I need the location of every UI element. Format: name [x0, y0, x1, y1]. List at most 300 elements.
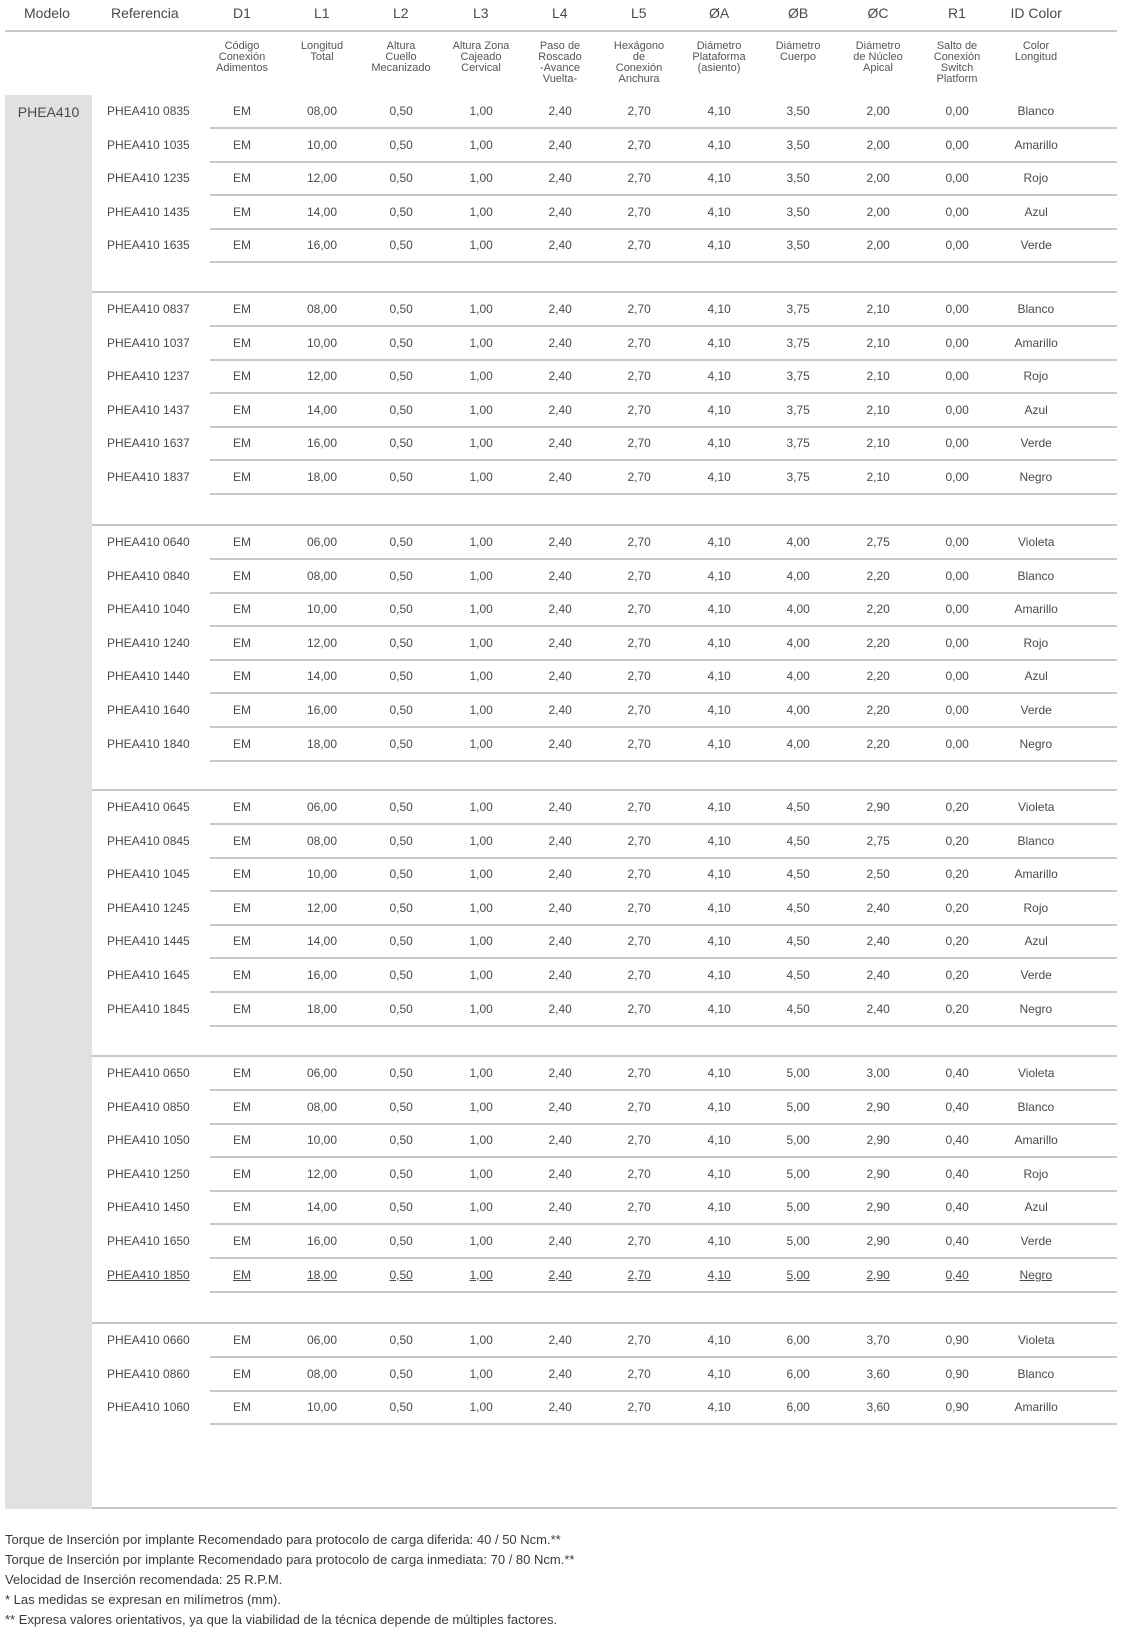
cell-ob: 3,50	[786, 137, 810, 152]
header-divider	[5, 30, 1117, 32]
cell-referencia: PHEA410 0840	[107, 568, 190, 583]
cell-l4: 2,40	[548, 1333, 572, 1347]
cell-l3: 1,00	[469, 867, 493, 882]
row-divider	[210, 1025, 1117, 1027]
cell-oc: 3,60	[866, 1366, 890, 1381]
cell-id: Blanco	[1017, 104, 1055, 118]
cell-ob: 3,75	[786, 369, 810, 384]
column-desc-l3: Altura Zona Cajeado Cervical	[452, 40, 510, 74]
cell-l2: 0,50	[389, 238, 413, 253]
column-header-l2: L2	[393, 5, 409, 21]
cell-id: Violeta	[1018, 535, 1055, 549]
cell-oa: 4,10	[707, 669, 731, 684]
cell-r1: 0,20	[945, 833, 969, 848]
cell-d1: EM	[233, 1333, 251, 1347]
cell-l2: 0,50	[389, 369, 413, 384]
cell-l1: 14,00	[307, 934, 338, 949]
cell-id: Negro	[1019, 470, 1053, 484]
cell-id: Verde	[1020, 436, 1052, 451]
cell-l4: 2,40	[548, 900, 572, 915]
column-header-row	[0, 0, 1122, 30]
cell-d1: EM	[233, 1166, 251, 1181]
table-row	[0, 925, 1122, 959]
cell-referencia: PHEA410 1450	[107, 1200, 190, 1215]
cell-id: Blanco	[1017, 1366, 1055, 1381]
cell-l1: 18,00	[307, 470, 338, 484]
cell-oa: 4,10	[707, 1333, 731, 1347]
cell-l2: 0,50	[389, 335, 413, 350]
column-header-l5: L5	[631, 5, 647, 21]
cell-ob: 4,50	[786, 968, 810, 982]
cell-d1: EM	[233, 1066, 251, 1080]
cell-l3: 1,00	[469, 833, 493, 848]
table-row	[0, 660, 1122, 694]
cell-l4: 2,40	[548, 669, 572, 684]
cell-l4: 2,40	[548, 736, 572, 751]
cell-referencia: PHEA410 1060	[107, 1400, 190, 1415]
cell-r1: 0,90	[945, 1333, 969, 1347]
cell-l1: 08,00	[307, 104, 338, 118]
cell-l4: 2,40	[548, 1166, 572, 1181]
cell-l1: 10,00	[307, 335, 338, 350]
table-row	[0, 1259, 1122, 1293]
cell-oc: 2,20	[866, 568, 890, 583]
column-header-oa: ØA	[709, 5, 730, 21]
cell-d1: EM	[233, 238, 251, 253]
cell-referencia: PHEA410 1845	[107, 1001, 190, 1016]
cell-r1: 0,40	[945, 1234, 969, 1248]
column-desc-d1: Código Conexión Adimentos	[216, 40, 268, 74]
cell-oa: 4,10	[707, 1001, 731, 1016]
cell-id: Azul	[1024, 934, 1048, 949]
cell-l1: 10,00	[307, 137, 338, 152]
cell-l4: 2,40	[548, 104, 572, 118]
cell-referencia: PHEA410 0640	[107, 535, 190, 549]
cell-id: Verde	[1020, 703, 1052, 717]
cell-oc: 2,00	[866, 171, 890, 186]
cell-l5: 2,70	[627, 171, 651, 186]
cell-ob: 4,00	[786, 703, 810, 717]
cell-referencia: PHEA410 1640	[107, 703, 190, 717]
cell-l3: 1,00	[469, 669, 493, 684]
table-row	[0, 791, 1122, 825]
table-row	[0, 1358, 1122, 1392]
cell-id: Amarillo	[1014, 335, 1058, 350]
cell-referencia: PHEA410 0837	[107, 302, 190, 316]
cell-l3: 1,00	[469, 602, 493, 617]
cell-l5: 2,70	[627, 635, 651, 650]
cell-l1: 14,00	[307, 1200, 338, 1215]
cell-ob: 4,50	[786, 900, 810, 915]
cell-l4: 2,40	[548, 171, 572, 186]
cell-l4: 2,40	[548, 602, 572, 617]
cell-oc: 2,00	[866, 238, 890, 253]
cell-oc: 2,20	[866, 635, 890, 650]
cell-l4: 2,40	[548, 1001, 572, 1016]
cell-l5: 2,70	[627, 137, 651, 152]
cell-l2: 0,50	[389, 436, 413, 451]
cell-l4: 2,40	[548, 470, 572, 484]
cell-l2: 0,50	[389, 669, 413, 684]
cell-l3: 1,00	[469, 1400, 493, 1415]
cell-l5: 2,70	[627, 369, 651, 384]
column-desc-id: Color Longitud	[1014, 40, 1058, 63]
cell-l4: 2,40	[548, 867, 572, 882]
cell-d1: EM	[233, 1099, 251, 1114]
table-row	[0, 327, 1122, 361]
row-divider	[210, 1291, 1117, 1293]
cell-l3: 1,00	[469, 968, 493, 982]
cell-l4: 2,40	[548, 1400, 572, 1415]
cell-l2: 0,50	[389, 470, 413, 484]
table-row	[0, 1225, 1122, 1259]
cell-oa: 4,10	[707, 1400, 731, 1415]
cell-oa: 4,10	[707, 602, 731, 617]
cell-oa: 4,10	[707, 104, 731, 118]
cell-l4: 2,40	[548, 1200, 572, 1215]
cell-l4: 2,40	[548, 369, 572, 384]
table-row	[0, 129, 1122, 163]
cell-l4: 2,40	[548, 1234, 572, 1248]
cell-oc: 2,20	[866, 736, 890, 751]
table-row	[0, 1091, 1122, 1125]
cell-d1: EM	[233, 204, 251, 219]
cell-l5: 2,70	[627, 900, 651, 915]
cell-ob: 4,50	[786, 800, 810, 814]
cell-d1: EM	[233, 335, 251, 350]
cell-d1: EM	[233, 1200, 251, 1215]
cell-l1: 10,00	[307, 1400, 338, 1415]
cell-l5: 2,70	[627, 703, 651, 717]
cell-l3: 1,00	[469, 1366, 493, 1381]
cell-oa: 4,10	[707, 436, 731, 451]
cell-l5: 2,70	[627, 1200, 651, 1215]
cell-ob: 5,00	[786, 1166, 810, 1181]
cell-l2: 0,50	[389, 137, 413, 152]
cell-oc: 2,40	[866, 1001, 890, 1016]
table-row	[0, 728, 1122, 762]
cell-r1: 0,00	[945, 470, 969, 484]
cell-l2: 0,50	[389, 104, 413, 118]
table-row	[0, 858, 1122, 892]
cell-r1: 0,00	[945, 104, 969, 118]
cell-referencia: PHEA410 1837	[107, 470, 190, 484]
cell-oa: 4,10	[707, 833, 731, 848]
cell-referencia: PHEA410 1040	[107, 602, 190, 617]
cell-id: Azul	[1024, 204, 1048, 219]
cell-ob: 3,50	[786, 204, 810, 219]
cell-l1: 16,00	[307, 238, 338, 253]
cell-referencia: PHEA410 0850	[107, 1099, 190, 1114]
cell-id: Blanco	[1017, 568, 1055, 583]
cell-l5: 2,70	[627, 470, 651, 484]
cell-l3: 1,00	[469, 1133, 493, 1148]
cell-l4: 2,40	[548, 1366, 572, 1381]
cell-l1: 08,00	[307, 568, 338, 583]
cell-ob: 5,00	[786, 1133, 810, 1148]
cell-l5: 2,70	[627, 104, 651, 118]
cell-l4: 2,40	[548, 1099, 572, 1114]
cell-oa: 4,10	[707, 568, 731, 583]
cell-l1: 14,00	[307, 204, 338, 219]
cell-d1: EM	[233, 833, 251, 848]
column-desc-l4: Paso de Roscado -Avance Vuelta-	[538, 40, 582, 85]
cell-oa: 4,10	[707, 1200, 731, 1215]
cell-r1: 0,00	[945, 137, 969, 152]
cell-d1: EM	[233, 900, 251, 915]
cell-oc: 2,90	[866, 1267, 890, 1282]
cell-l2: 0,50	[389, 900, 413, 915]
cell-l1: 16,00	[307, 703, 338, 717]
cell-oa: 4,10	[707, 302, 731, 316]
cell-oc: 2,40	[866, 934, 890, 949]
cell-r1: 0,00	[945, 204, 969, 219]
cell-oc: 2,75	[866, 833, 890, 848]
cell-l5: 2,70	[627, 1333, 651, 1347]
table-row	[0, 560, 1122, 594]
cell-ob: 4,50	[786, 833, 810, 848]
cell-ob: 4,00	[786, 602, 810, 617]
cell-referencia: PHEA410 0650	[107, 1066, 190, 1080]
cell-referencia: PHEA410 1645	[107, 968, 190, 982]
cell-referencia: PHEA410 1235	[107, 171, 190, 186]
note-line: Torque de Inserción por implante Recomendado para protocolo de carga diferida: 40 / 50 Ncm.**	[5, 1532, 561, 1547]
cell-referencia: PHEA410 1635	[107, 238, 190, 253]
table-row	[0, 1057, 1122, 1091]
column-desc-ob: Diámetro Cuerpo	[775, 40, 821, 63]
cell-l1: 08,00	[307, 1366, 338, 1381]
cell-id: Blanco	[1017, 302, 1055, 316]
cell-l3: 1,00	[469, 900, 493, 915]
cell-ob: 4,00	[786, 736, 810, 751]
cell-r1: 0,40	[945, 1066, 969, 1080]
cell-l5: 2,70	[627, 436, 651, 451]
cell-r1: 0,20	[945, 1001, 969, 1016]
cell-ob: 6,00	[786, 1400, 810, 1415]
cell-r1: 0,20	[945, 968, 969, 982]
cell-l5: 2,70	[627, 1066, 651, 1080]
cell-l2: 0,50	[389, 800, 413, 814]
cell-l3: 1,00	[469, 1099, 493, 1114]
cell-oa: 4,10	[707, 1133, 731, 1148]
cell-oa: 4,10	[707, 934, 731, 949]
cell-l2: 0,50	[389, 1133, 413, 1148]
cell-d1: EM	[233, 703, 251, 717]
cell-l2: 0,50	[389, 833, 413, 848]
cell-referencia: PHEA410 1037	[107, 335, 190, 350]
cell-l1: 06,00	[307, 1066, 338, 1080]
cell-l3: 1,00	[469, 800, 493, 814]
cell-l5: 2,70	[627, 1234, 651, 1248]
table-row	[0, 162, 1122, 196]
cell-oa: 4,10	[707, 968, 731, 982]
cell-d1: EM	[233, 635, 251, 650]
cell-l1: 12,00	[307, 171, 338, 186]
cell-oc: 2,20	[866, 602, 890, 617]
cell-l2: 0,50	[389, 635, 413, 650]
cell-oa: 4,10	[707, 1366, 731, 1381]
cell-l3: 1,00	[469, 470, 493, 484]
cell-r1: 0,00	[945, 402, 969, 417]
cell-id: Rojo	[1023, 171, 1049, 186]
cell-referencia: PHEA410 1050	[107, 1133, 190, 1148]
cell-l5: 2,70	[627, 302, 651, 316]
cell-l3: 1,00	[469, 436, 493, 451]
table-row	[0, 892, 1122, 926]
cell-ob: 3,75	[786, 436, 810, 451]
cell-ob: 3,75	[786, 335, 810, 350]
cell-d1: EM	[233, 436, 251, 451]
cell-referencia: PHEA410 1035	[107, 137, 190, 152]
cell-l2: 0,50	[389, 934, 413, 949]
cell-ob: 3,75	[786, 470, 810, 484]
cell-referencia: PHEA410 1237	[107, 369, 190, 384]
cell-l2: 0,50	[389, 867, 413, 882]
cell-d1: EM	[233, 1366, 251, 1381]
cell-r1: 0,40	[945, 1200, 969, 1215]
cell-oc: 2,50	[866, 867, 890, 882]
cell-l2: 0,50	[389, 1099, 413, 1114]
cell-l5: 2,70	[627, 1099, 651, 1114]
cell-l2: 0,50	[389, 703, 413, 717]
cell-d1: EM	[233, 535, 251, 549]
cell-l5: 2,70	[627, 1001, 651, 1016]
column-desc-oc: Diámetro de Núcleo Apical	[853, 40, 903, 74]
column-header-ob: ØB	[788, 5, 809, 21]
cell-r1: 0,20	[945, 867, 969, 882]
cell-d1: EM	[233, 736, 251, 751]
cell-referencia: PHEA410 1240	[107, 635, 190, 650]
cell-ob: 3,50	[786, 238, 810, 253]
cell-ob: 4,00	[786, 669, 810, 684]
notes	[5, 1530, 1105, 1630]
table-row	[0, 1158, 1122, 1192]
cell-l2: 0,50	[389, 602, 413, 617]
cell-ob: 3,75	[786, 302, 810, 316]
cell-d1: EM	[233, 1267, 251, 1282]
cell-oa: 4,10	[707, 1234, 731, 1248]
cell-r1: 0,20	[945, 800, 969, 814]
cell-l2: 0,50	[389, 1366, 413, 1381]
cell-l2: 0,50	[389, 1166, 413, 1181]
table-row	[0, 593, 1122, 627]
note-line: Torque de Inserción por implante Recomendado para protocolo de carga inmediata: 70 / 80 Ncm.**	[5, 1552, 575, 1567]
cell-id: Rojo	[1023, 1166, 1049, 1181]
cell-l5: 2,70	[627, 867, 651, 882]
cell-referencia: PHEA410 1650	[107, 1234, 190, 1248]
cell-l3: 1,00	[469, 1166, 493, 1181]
cell-id: Verde	[1020, 968, 1052, 982]
cell-d1: EM	[233, 968, 251, 982]
cell-l1: 10,00	[307, 602, 338, 617]
cell-l5: 2,70	[627, 535, 651, 549]
cell-oa: 4,10	[707, 703, 731, 717]
cell-oa: 4,10	[707, 800, 731, 814]
cell-l5: 2,70	[627, 934, 651, 949]
cell-l1: 12,00	[307, 635, 338, 650]
cell-oa: 4,10	[707, 1066, 731, 1080]
cell-l5: 2,70	[627, 335, 651, 350]
cell-id: Amarillo	[1014, 1133, 1058, 1148]
cell-oa: 4,10	[707, 1267, 731, 1282]
cell-ob: 3,50	[786, 104, 810, 118]
cell-r1: 0,20	[945, 900, 969, 915]
cell-d1: EM	[233, 402, 251, 417]
cell-l2: 0,50	[389, 968, 413, 982]
column-desc-l2: Altura Cuello Mecanizado	[371, 40, 431, 74]
cell-id: Blanco	[1017, 833, 1055, 848]
cell-referencia: PHEA410 1840	[107, 736, 190, 751]
cell-l1: 12,00	[307, 900, 338, 915]
cell-oa: 4,10	[707, 204, 731, 219]
cell-l5: 2,70	[627, 833, 651, 848]
cell-ob: 6,00	[786, 1366, 810, 1381]
cell-oc: 2,00	[866, 104, 890, 118]
cell-oc: 2,10	[866, 302, 890, 316]
cell-r1: 0,40	[945, 1133, 969, 1148]
cell-l4: 2,40	[548, 703, 572, 717]
column-desc-l1: Longitud Total	[300, 40, 344, 63]
cell-l4: 2,40	[548, 335, 572, 350]
cell-l1: 06,00	[307, 800, 338, 814]
table-row	[0, 229, 1122, 263]
cell-l3: 1,00	[469, 302, 493, 316]
cell-l4: 2,40	[548, 635, 572, 650]
cell-r1: 0,00	[945, 302, 969, 316]
cell-r1: 0,00	[945, 669, 969, 684]
cell-l2: 0,50	[389, 535, 413, 549]
cell-l4: 2,40	[548, 302, 572, 316]
cell-l2: 0,50	[389, 1333, 413, 1347]
cell-l4: 2,40	[548, 137, 572, 152]
cell-ob: 4,00	[786, 635, 810, 650]
cell-id: Amarillo	[1014, 137, 1058, 152]
cell-oa: 4,10	[707, 369, 731, 384]
table-row	[0, 427, 1122, 461]
table-row	[0, 526, 1122, 560]
table-row	[0, 1391, 1122, 1425]
cell-ob: 5,00	[786, 1066, 810, 1080]
cell-l5: 2,70	[627, 204, 651, 219]
cell-l5: 2,70	[627, 568, 651, 583]
cell-oc: 2,10	[866, 369, 890, 384]
cell-l1: 08,00	[307, 1099, 338, 1114]
cell-d1: EM	[233, 171, 251, 186]
cell-oc: 2,90	[866, 800, 890, 814]
cell-id: Violeta	[1018, 800, 1055, 814]
cell-oc: 2,75	[866, 535, 890, 549]
cell-d1: EM	[233, 1001, 251, 1016]
cell-d1: EM	[233, 369, 251, 384]
cell-ob: 5,00	[786, 1099, 810, 1114]
column-header-l1: L1	[314, 5, 330, 21]
cell-r1: 0,90	[945, 1366, 969, 1381]
row-divider	[210, 261, 1117, 263]
cell-oa: 4,10	[707, 470, 731, 484]
cell-l3: 1,00	[469, 535, 493, 549]
row-divider	[210, 760, 1117, 762]
cell-oc: 2,10	[866, 402, 890, 417]
cell-l2: 0,50	[389, 1234, 413, 1248]
cell-r1: 0,00	[945, 568, 969, 583]
cell-d1: EM	[233, 602, 251, 617]
table-row	[0, 1324, 1122, 1358]
cell-r1: 0,40	[945, 1166, 969, 1181]
cell-l4: 2,40	[548, 968, 572, 982]
cell-l2: 0,50	[389, 402, 413, 417]
cell-l5: 2,70	[627, 402, 651, 417]
cell-id: Violeta	[1018, 1066, 1055, 1080]
